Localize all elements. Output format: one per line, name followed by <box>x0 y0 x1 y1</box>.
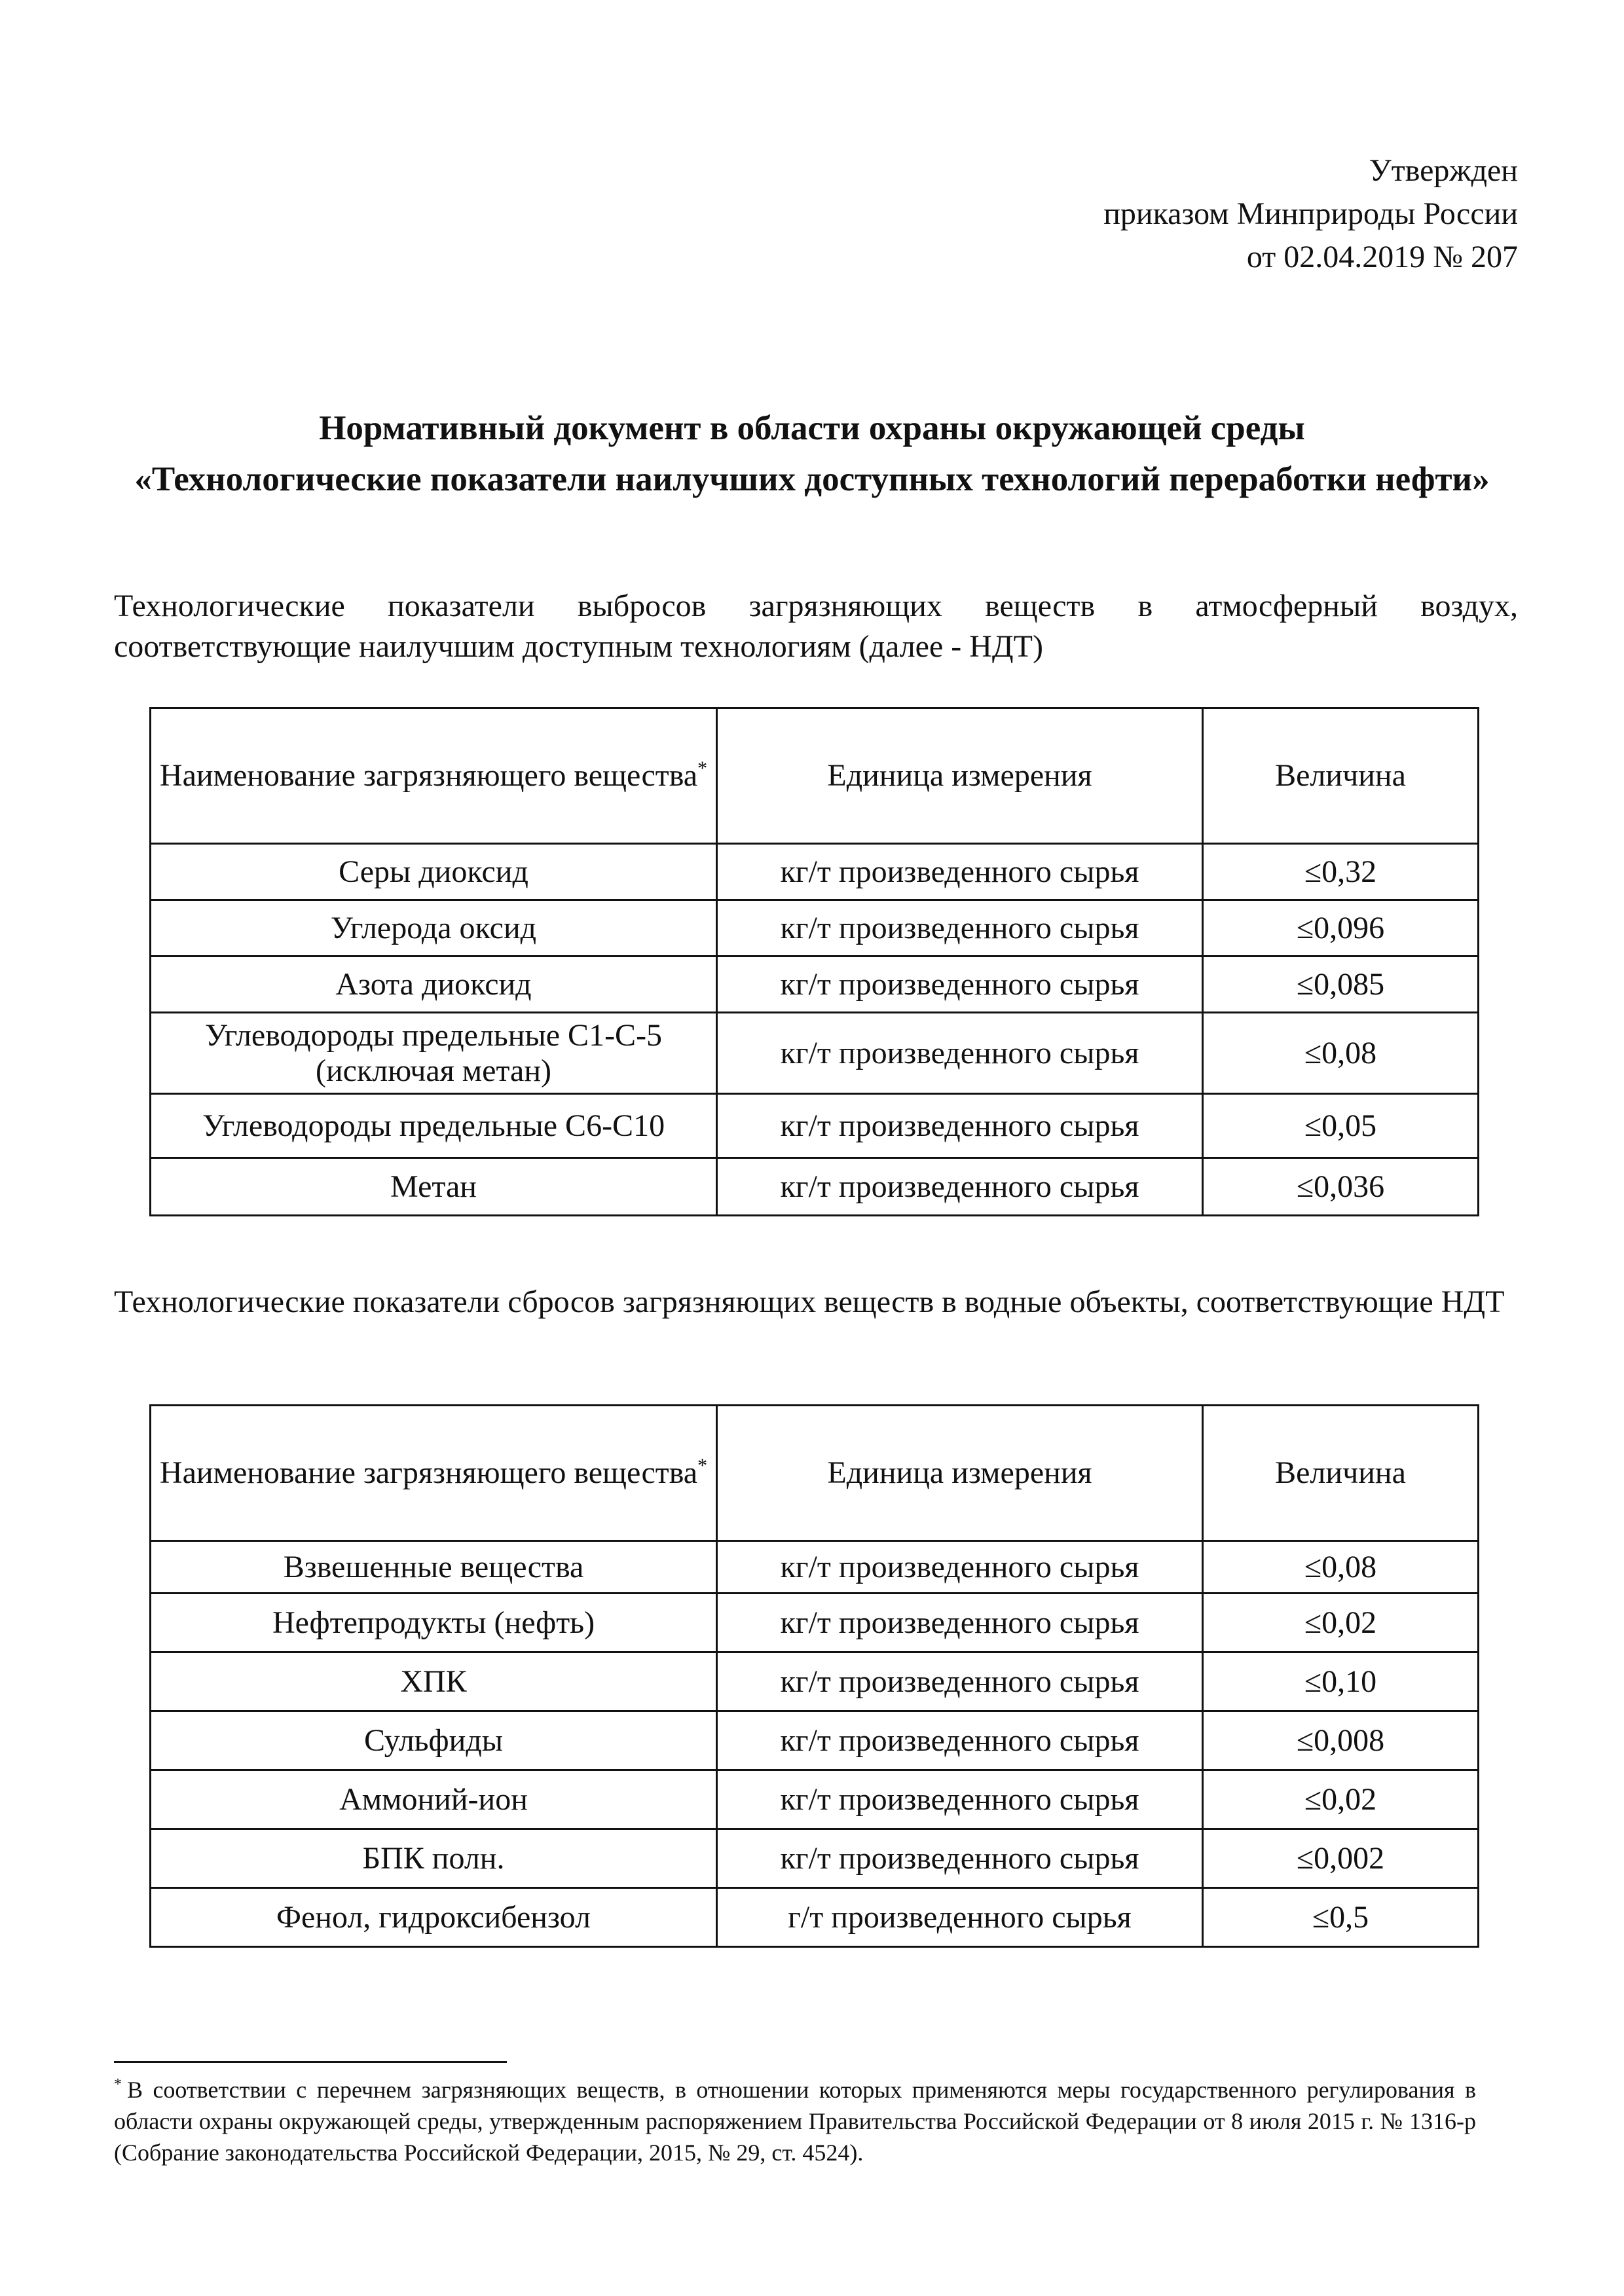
value-cell: ≤0,096 <box>1203 900 1479 957</box>
substance-name: Взвешенные вещества <box>151 1541 717 1594</box>
substance-name: БПК полн. <box>151 1829 717 1888</box>
footnote-mark: * <box>114 2076 122 2093</box>
table-row <box>151 1158 1479 1216</box>
table-row <box>151 844 1479 900</box>
table-row <box>151 1888 1479 1947</box>
table-row <box>151 957 1479 1013</box>
document-title-line-1: Нормативный документ в области охраны окружающей среды <box>319 409 1305 447</box>
unit-cell: кг/т произведенного сырья <box>717 957 1203 1013</box>
emissions-table <box>149 707 1479 1216</box>
discharges-table-header <box>151 1406 1479 1541</box>
substance-name: Углерода оксид <box>151 900 717 957</box>
substance-name: ХПК <box>151 1652 717 1711</box>
table-row <box>151 1094 1479 1158</box>
substance-name: Метан <box>151 1158 717 1216</box>
document-title <box>98 403 1526 505</box>
value-cell: ≤0,02 <box>1203 1594 1479 1652</box>
emissions-intro: Технологические показатели выбросов загрязняющих веществ в атмосферный воздух, соответствующие наилучшим доступным технологиям (далее - НДТ) <box>114 589 1518 664</box>
unit-cell: кг/т произведенного сырья <box>717 844 1203 900</box>
header-name: Наименование загрязняющего вещества <box>159 758 698 793</box>
value-cell: ≤0,036 <box>1203 1158 1479 1216</box>
table-row <box>151 1711 1479 1770</box>
table-row <box>151 1770 1479 1829</box>
header-value: Величина <box>1203 1406 1479 1541</box>
table-row <box>151 900 1479 957</box>
value-cell: ≤0,085 <box>1203 957 1479 1013</box>
table-row <box>151 1652 1479 1711</box>
value-cell: ≤0,05 <box>1203 1094 1479 1158</box>
table-row <box>151 1541 1479 1594</box>
unit-cell: кг/т произведенного сырья <box>717 1652 1203 1711</box>
footnote-ref-mark: * <box>697 757 708 779</box>
value-cell: ≤0,10 <box>1203 1652 1479 1711</box>
substance-name: Нефтепродукты (нефть) <box>151 1594 717 1652</box>
approval-block <box>1103 149 1518 279</box>
footnote-divider <box>114 2061 507 2063</box>
header-name-cell <box>151 708 717 844</box>
footnote <box>114 2074 1476 2168</box>
unit-cell: кг/т произведенного сырья <box>717 1094 1203 1158</box>
unit-cell: кг/т произведенного сырья <box>717 1158 1203 1216</box>
unit-cell: кг/т произведенного сырья <box>717 1770 1203 1829</box>
value-cell: ≤0,02 <box>1203 1770 1479 1829</box>
substance-name: Углеводороды предельные С1-С-5 (исключая метан) <box>151 1013 717 1094</box>
header-unit: Единица измерения <box>717 1406 1203 1541</box>
footnote-ref-mark: * <box>697 1455 708 1476</box>
unit-cell: кг/т произведенного сырья <box>717 1013 1203 1094</box>
emissions-table-header <box>151 708 1479 844</box>
value-cell: ≤0,002 <box>1203 1829 1479 1888</box>
unit-cell: кг/т произведенного сырья <box>717 900 1203 957</box>
document-title-line-2: «Технологические показатели наилучших доступных технологий переработки нефти» <box>134 460 1490 498</box>
value-cell: ≤0,08 <box>1203 1541 1479 1594</box>
footnote-text: В соответствии с перечнем загрязняющих веществ, в отношении которых применяются меры государственного регулирования в области охраны окружающей среды, утвержденным распоряжением Правительства Российской Федерации от 8 июля 2015 г. № 1316-р (Собрание законодательства Российской Федерации, 2015, № 29, ст. 4524). <box>114 2077 1476 2166</box>
unit-cell: кг/т произведенного сырья <box>717 1594 1203 1652</box>
table-row <box>151 1829 1479 1888</box>
unit-cell: кг/т произведенного сырья <box>717 1541 1203 1594</box>
header-value: Величина <box>1203 708 1479 844</box>
table-row <box>151 1594 1479 1652</box>
substance-name: Углеводороды предельные С6-С10 <box>151 1094 717 1158</box>
value-cell: ≤0,5 <box>1203 1888 1479 1947</box>
header-name: Наименование загрязняющего вещества <box>159 1455 698 1490</box>
header-unit: Единица измерения <box>717 708 1203 844</box>
value-cell: ≤0,008 <box>1203 1711 1479 1770</box>
unit-cell: кг/т произведенного сырья <box>717 1711 1203 1770</box>
substance-name: Сульфиды <box>151 1711 717 1770</box>
approval-line-3: от 02.04.2019 № 207 <box>1246 240 1518 274</box>
table-row <box>151 1013 1479 1094</box>
value-cell: ≤0,08 <box>1203 1013 1479 1094</box>
header-name-cell <box>151 1406 717 1541</box>
substance-name: Аммоний-ион <box>151 1770 717 1829</box>
substance-name: Фенол, гидроксибензол <box>151 1888 717 1947</box>
unit-cell: кг/т произведенного сырья <box>717 1829 1203 1888</box>
substance-name: Серы диоксид <box>151 844 717 900</box>
approval-line-2: приказом Минприроды России <box>1103 196 1518 231</box>
substance-name: Азота диоксид <box>151 957 717 1013</box>
approval-line-1: Утвержден <box>1369 153 1518 188</box>
unit-cell: г/т произведенного сырья <box>717 1888 1203 1947</box>
discharges-table <box>149 1404 1479 1948</box>
value-cell: ≤0,32 <box>1203 844 1479 900</box>
discharges-intro: Технологические показатели сбросов загрязняющих веществ в водные объекты, соответствующие НДТ <box>114 1285 1505 1319</box>
